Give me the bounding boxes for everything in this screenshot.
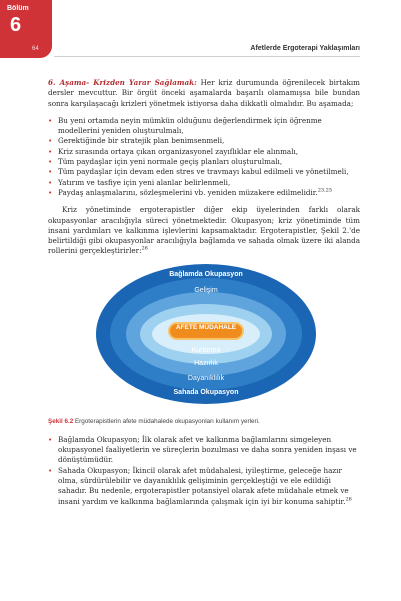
stage-bullet-list	[48, 116, 360, 198]
ring-label: Hazırlık	[194, 359, 218, 367]
list-item	[48, 188, 360, 198]
ring-label: Sahada Okupasyon	[173, 388, 239, 396]
list-item: • Bu yeni ortamda neyin mümkün olduğunu değerlendirmek için öğrenme modellerini yeniden oluşturulmalı,	[48, 116, 360, 137]
ring-label: Dayanıklılık	[187, 374, 225, 382]
list-item-text: Paydaş anlaşmalarını, sözleşmelerini vb. yeniden müzakere edilmelidir.	[58, 187, 318, 197]
bullet-lead: Bağlamda Okupasyon;	[58, 434, 140, 444]
paragraph-stage-6	[48, 78, 360, 109]
list-item: • Tüm paydaşlar için devam eden stres ve travmayı kabul edilmeli ve yönetilmeli,	[48, 167, 360, 177]
list-item: • Yatırım ve tasfiye için yeni alanlar belirlenmeli,	[48, 178, 360, 188]
center-label: AFETE MÜDAHALE	[170, 324, 242, 338]
page-number: 64	[32, 46, 39, 52]
paragraph-crisis	[48, 205, 360, 256]
bullet-lead: Sahada Okupasyon;	[58, 465, 131, 475]
caption-text: Ergoterapistlerin afete müdahalede okupasyonları kullanım yerleri.	[73, 417, 260, 425]
bullet-text: İlk olarak afet ve kalkınma bağlamlarını simgeleyen okupasyonel faaliyetlerin ve süreçlerin bozulması ve daha sonra yeniden inşası ve dönüştümüdür.	[58, 434, 357, 465]
figure-concentric-rings	[48, 264, 360, 414]
occupation-bullet-list	[48, 435, 360, 507]
chapter-tab	[0, 0, 52, 58]
stage-lead: 6. Aşama- Krizden Yarar Sağlamak:	[48, 78, 197, 87]
header-rule	[54, 56, 360, 57]
list-item: • Kriz sırasında ortaya çıkan organizasyonel zayıflıklar ele alınmalı,	[48, 147, 360, 157]
running-title: Afetlerde Ergoterapi Yaklaşımları	[250, 45, 360, 52]
bullet-text: İkincil olarak afet müdahalesi, iyileştirme, geleceğe hazır olma, sürdürülebilir ve dayanıklılık gelişiminin gerçekleştiği ve ele edildiği sahadır. Bu nedenle, ergoterapistler potansiyel olarak afete müdahale etmek ve insani yardım ve kalkınma bağlamlarında çalışmak için iyi bir konuma sahiptir.	[58, 465, 349, 506]
stage-text: Her kriz durumunda öğrenilecek birtakım dersler mevcuttur. Bir örgüt önceki aşamalarda başarılı olamamışsa bile bundan sonra karşılaşacağı krizleri yönetmek istiyorsa daha dikkatli olmalıdır. Bu aşamada;	[48, 78, 360, 108]
reference-superscript: 23,25	[317, 187, 333, 194]
ring-label: Gelişim	[194, 286, 218, 294]
ring-label: Kurtarma	[191, 346, 221, 354]
figure-caption	[48, 418, 360, 425]
list-item	[48, 466, 360, 507]
reference-superscript: 26	[345, 496, 352, 503]
caption-key: Şekil 6.2	[48, 417, 74, 425]
section-label: Bölüm	[7, 5, 29, 12]
chapter-number: 6	[10, 14, 22, 36]
list-item: • Gerektiğinde bir stratejik plan benimsenmeli,	[48, 136, 360, 146]
reference-superscript: 26	[141, 246, 148, 253]
list-item: • Tüm paydaşlar için yeni normale geçiş planları oluşturulmalı,	[48, 157, 360, 167]
list-item	[48, 435, 360, 466]
ring-label: Bağlamda Okupasyon	[169, 270, 243, 278]
page-content	[48, 78, 360, 514]
paragraph-text: Kriz yönetiminde ergoterapistler diğer ekip üyelerinden farklı olarak okupasyonlar aracılığıyla süreci yönetmektedir. Okupasyon; kriz yönetiminde tüm insani yardımları ve kalkınma işlevlerini kapsamaktadır. Ergoterapistler, Şekil 2.'de belirtildiği gibi okupasyonlar aracılığıyla bağlamda ve sahada olmak üzere iki alanda rollerini gerçekleştirirler:	[48, 205, 360, 256]
